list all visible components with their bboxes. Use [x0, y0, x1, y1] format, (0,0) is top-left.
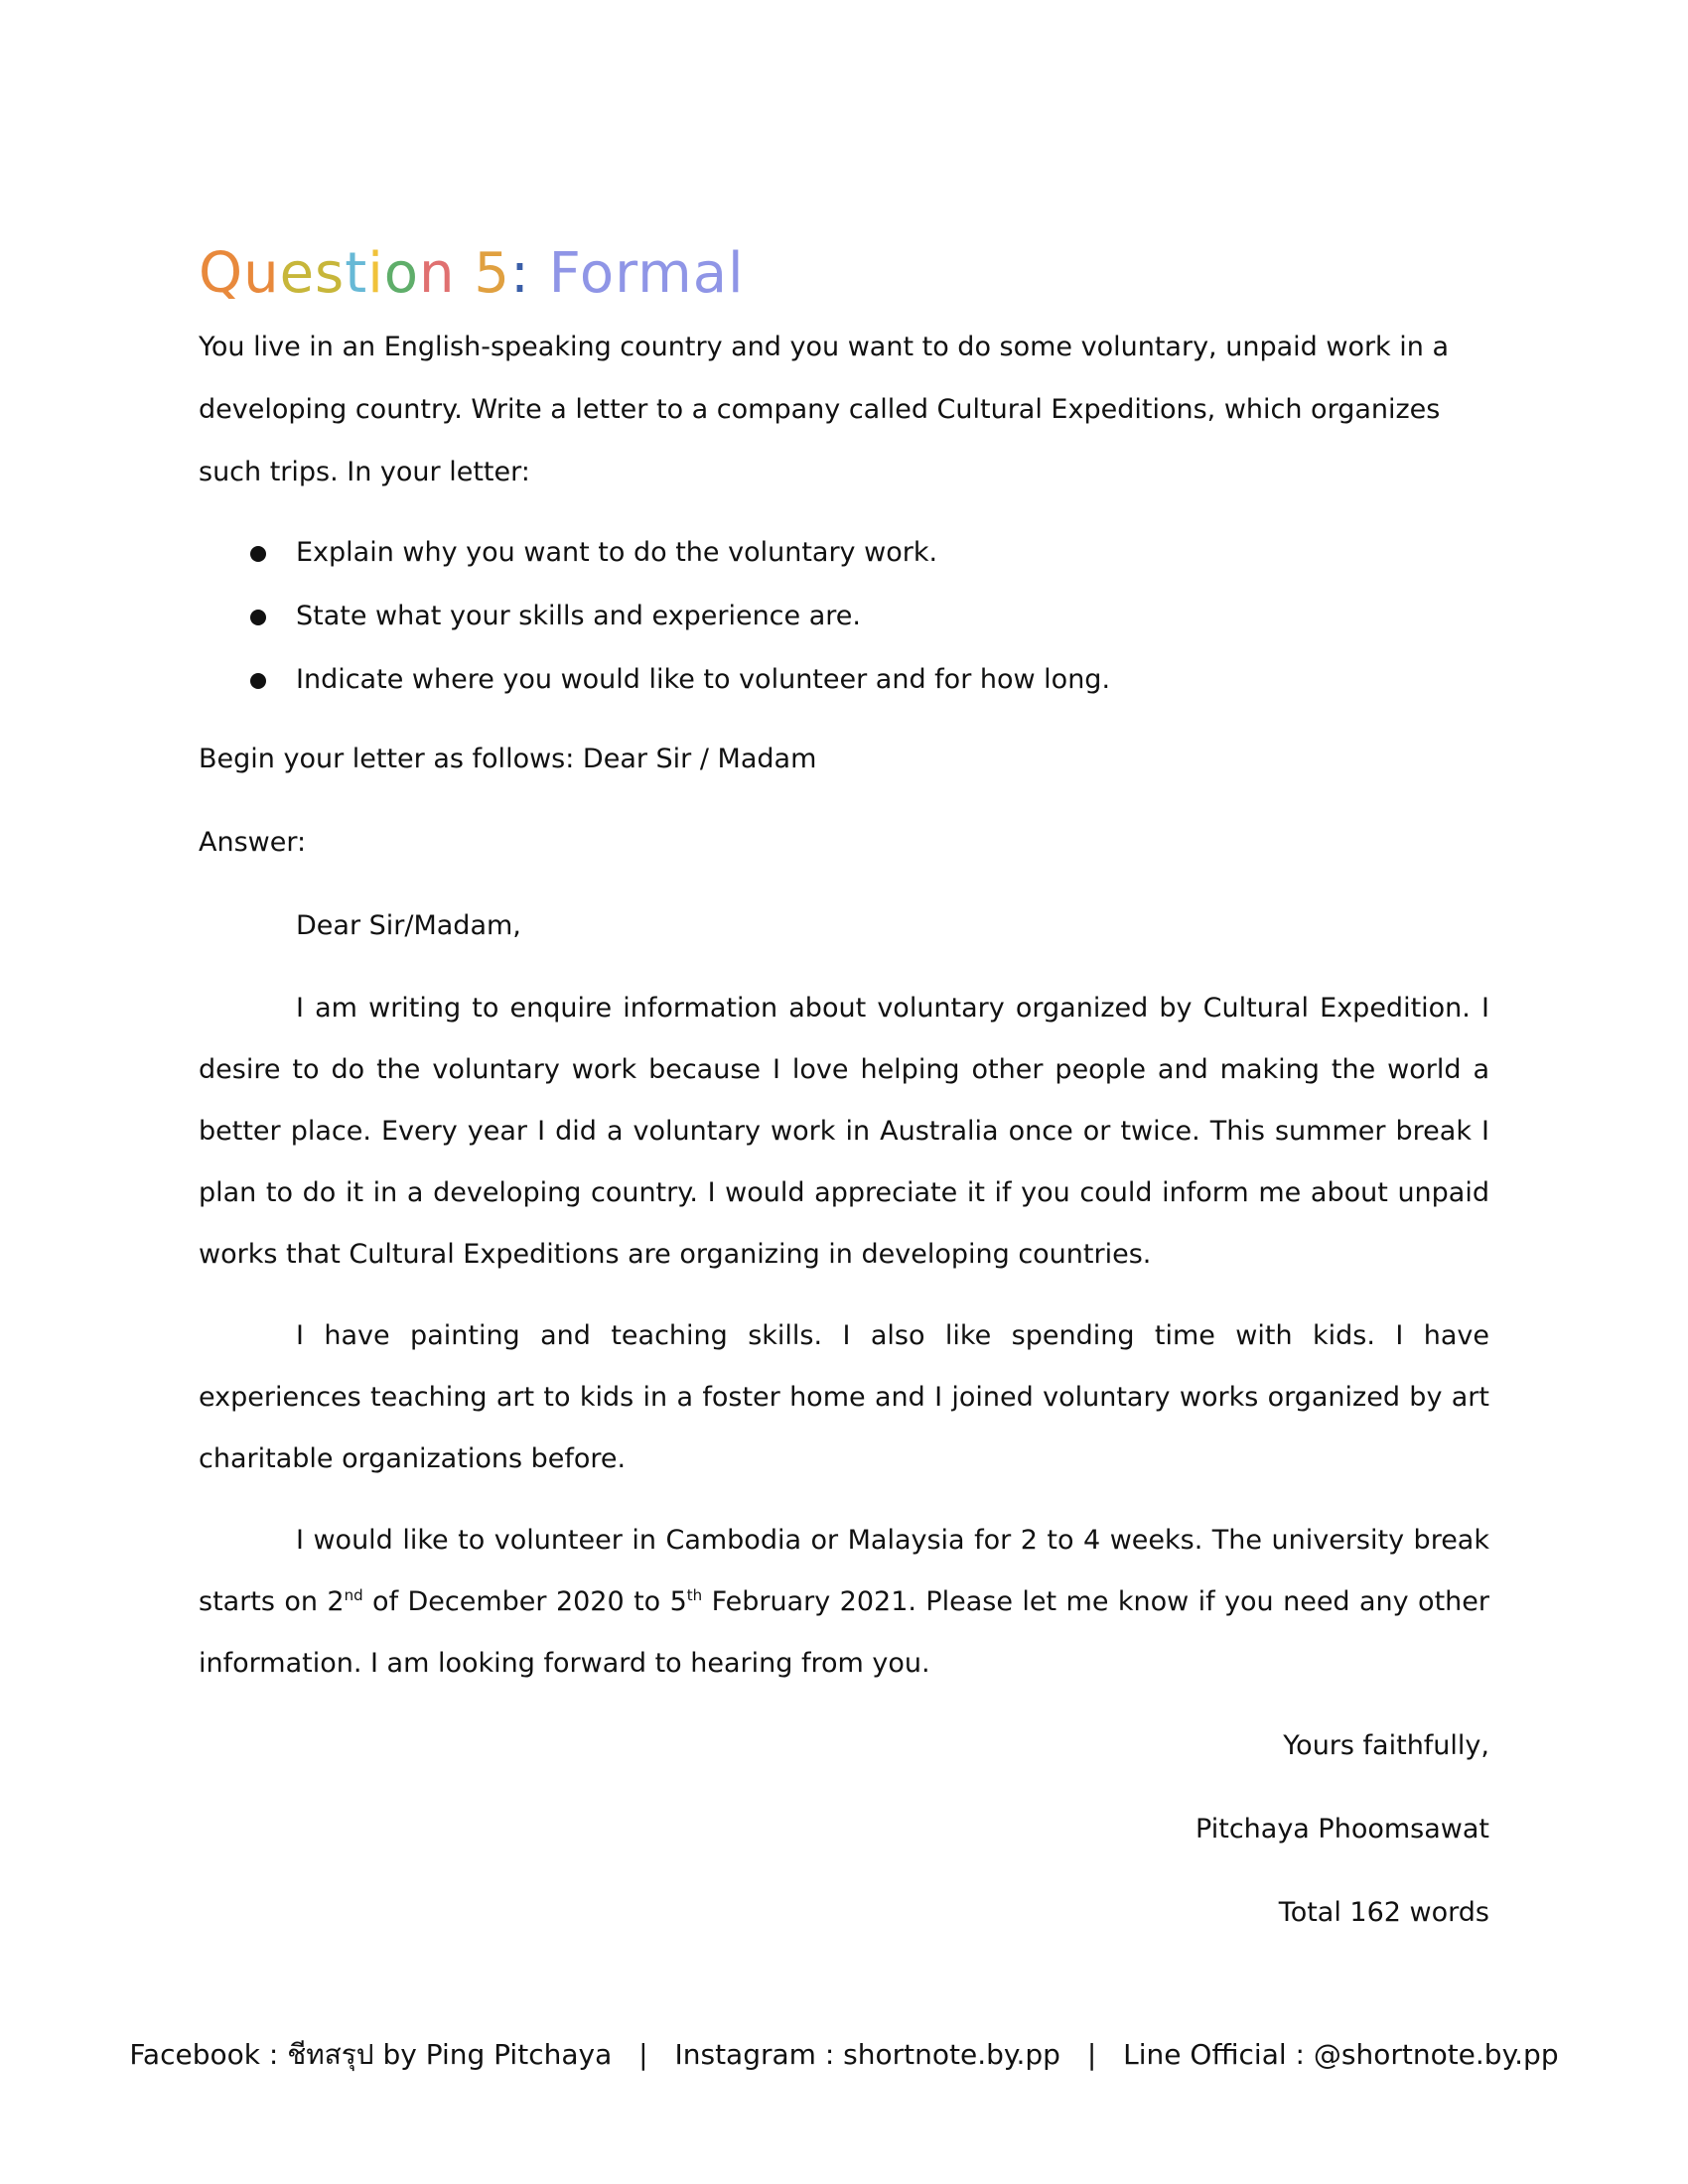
title-segment: 5	[474, 240, 510, 306]
word-count: Total 162 words	[1278, 1897, 1489, 1928]
footer-separator: |	[1086, 2038, 1097, 2071]
footer-line-official: Line Official : @shortnote.by.pp	[1123, 2038, 1559, 2071]
prompt-text: You live in an English-speaking country and you want to do some voluntary, unpaid work in a developing country. Write a letter to a company called Cultural Expeditions, which organizes such trips. In your letter:	[199, 332, 1450, 487]
para3-part2: of December 2020 to 5	[362, 1586, 687, 1617]
begin-instruction: Begin your letter as follows: Dear Sir / Madam	[199, 744, 817, 774]
page-title	[199, 241, 745, 306]
letter-salutation: Dear Sir/Madam,	[296, 910, 521, 941]
task-item	[199, 521, 1489, 585]
answer-label: Answer:	[199, 827, 307, 858]
task-item	[199, 585, 1489, 648]
task-text: Explain why you want to do the voluntary work.	[296, 537, 938, 568]
footer-facebook: Facebook : ชีทสรุป by Ping Pitchaya	[129, 2038, 613, 2071]
task-text: Indicate where you would like to volunteer and for how long.	[296, 664, 1111, 695]
page-footer	[0, 2033, 1688, 2077]
task-text: State what your skills and experience are.	[296, 601, 861, 631]
title-segment: :	[509, 240, 549, 306]
bullet-icon	[250, 610, 266, 625]
ordinal-suffix: th	[686, 1586, 703, 1604]
bullet-icon	[250, 546, 266, 562]
task-list	[199, 521, 1489, 712]
task-item	[199, 648, 1489, 712]
ordinal-suffix: nd	[344, 1586, 363, 1604]
footer-instagram: Instagram : shortnote.by.pp	[674, 2038, 1060, 2071]
title-segment: n	[419, 240, 456, 306]
footer-separator: |	[638, 2038, 648, 2071]
title-segment: Qu	[199, 240, 280, 306]
title-segment: Formal	[548, 240, 745, 306]
letter-paragraph-2: I have painting and teaching skills. I also like spending time with kids. I have experiences teaching art to kids in a foster home and I joined voluntary works organized by art charitable organizations before.	[199, 1320, 1489, 1474]
letter-paragraph-1: I am writing to enquire information about voluntary organized by Cultural Expedition. I desire to do the voluntary work because I love helping other people and making the world a better place. Every year I did a voluntary work in Australia once or twice. This summer break I plan to do it in a developing country. I would appreciate it if you could inform me about unpaid works that Cultural Expeditions are organizing in developing countries.	[199, 993, 1489, 1270]
bullet-icon	[250, 673, 266, 689]
title-segment: t	[345, 240, 368, 306]
letter-closing: Yours faithfully,	[1283, 1730, 1489, 1761]
document-content	[199, 316, 1489, 1945]
title-segment	[456, 241, 475, 306]
letter-signature-name: Pitchaya Phoomsawat	[1196, 1814, 1489, 1844]
title-segment: es	[279, 240, 346, 306]
para3-part3: February 2021. Please let me know if you need any other information. I am looking forward to hearing from you.	[199, 1586, 1489, 1679]
para3-part1: I would like to volunteer in Cambodia or Malaysia for 2 to 4 weeks. The university break starts on 2	[199, 1525, 1489, 1617]
title-segment: o	[383, 240, 420, 306]
letter-paragraph-3	[199, 1510, 1489, 1695]
title-segment: i	[367, 240, 384, 306]
